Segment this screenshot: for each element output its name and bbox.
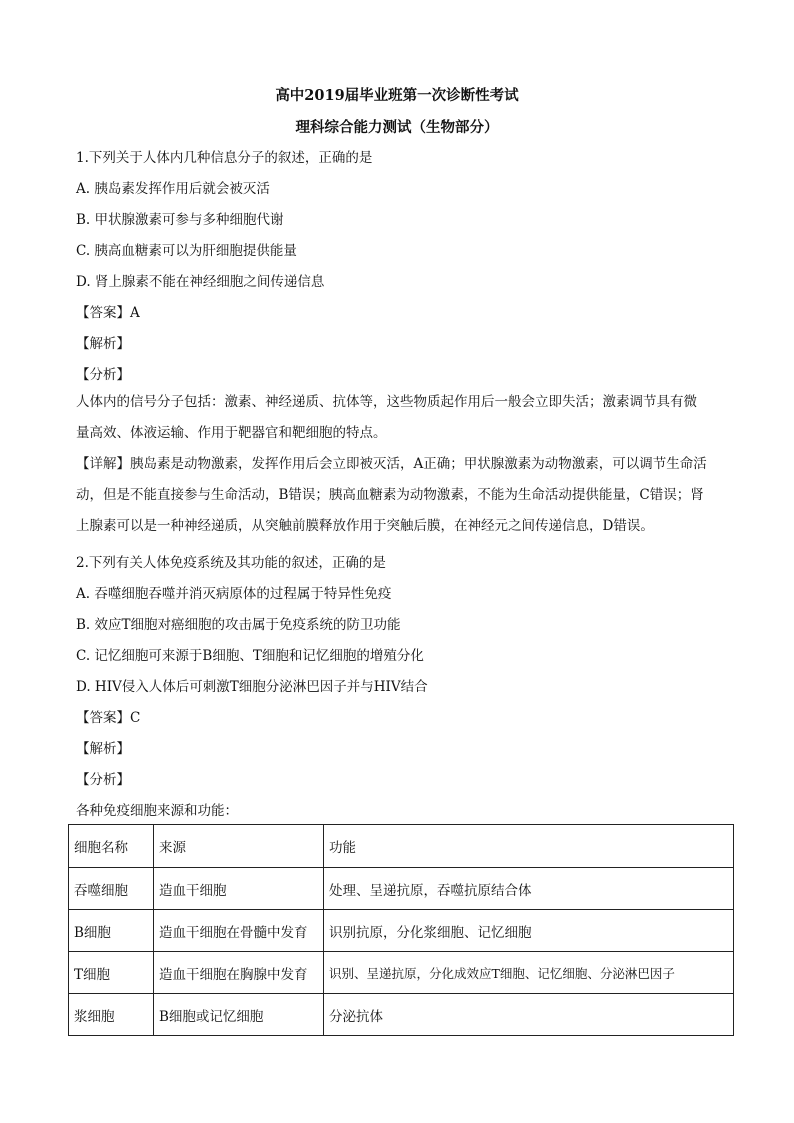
q1-option-d: D. 肾上腺素不能在神经细胞之间传递信息 xyxy=(76,274,325,290)
table-row xyxy=(69,952,734,994)
table-cell: 造血干细胞 xyxy=(154,868,324,910)
q1-option-c: C. 胰高血糖素可以为肝细胞提供能量 xyxy=(76,243,297,259)
q1-option-a: A. 胰岛素发挥作用后就会被灭活 xyxy=(76,181,270,197)
table-cell: 识别、呈递抗原，分化成效应T细胞、记忆细胞、分泌淋巴因子 xyxy=(324,952,734,994)
header-cell: 功能 xyxy=(324,825,734,868)
q2-option-b: B. 效应T细胞对癌细胞的攻击属于免疫系统的防卫功能 xyxy=(76,617,401,633)
table-row xyxy=(69,910,734,952)
table-cell: B细胞或记忆细胞 xyxy=(154,994,324,1036)
table-cell: 处理、呈递抗原，吞噬抗原结合体 xyxy=(324,868,734,910)
table-cell: 吞噬细胞 xyxy=(69,868,154,910)
table-intro: 各种免疫细胞来源和功能： xyxy=(76,803,238,819)
q1-analysis-label: 【解析】 xyxy=(76,336,130,352)
table-header-row xyxy=(69,825,734,868)
q1-detail-paragraph xyxy=(76,449,736,542)
table-cell: 造血干细胞在骨髓中发育 xyxy=(154,910,324,952)
table-cell: 分泌抗体 xyxy=(324,994,734,1036)
q1-fenxi-line: 量高效、体液运输、作用于靶器官和靶细胞的特点。 xyxy=(76,425,387,441)
q1-detail-line: 【详解】胰岛素是动物激素，发挥作用后会立即被灭活，A正确；甲状腺激素为动物激素，可以调节生命活 xyxy=(76,456,707,472)
q1-fenxi-label: 【分析】 xyxy=(76,367,130,383)
header-cell: 来源 xyxy=(154,825,324,868)
q1-fenxi-line: 人体内的信号分子包括：激素、神经递质、抗体等，这些物质起作用后一般会立即失活；激素调节具有微 xyxy=(76,394,697,410)
q1-detail-line: 动，但是不能直接参与生命活动，B错误；胰高血糖素为动物激素，不能为生命活动提供能量，C错误；肾 xyxy=(76,487,704,503)
q2-analysis-label: 【解析】 xyxy=(76,741,130,757)
q1-option-b: B. 甲状腺激素可参与多种细胞代谢 xyxy=(76,212,284,228)
page-title: 高中2019届毕业班第一次诊断性考试 xyxy=(275,87,519,104)
table-cell: B细胞 xyxy=(69,910,154,952)
q1-detail-line: 上腺素可以是一种神经递质，从突触前膜释放作用于突触后膜，在神经元之间传递信息，D错误。 xyxy=(76,518,654,534)
question-2-stem: 2.下列有关人体免疫系统及其功能的叙述，正确的是 xyxy=(76,555,386,571)
table-cell: 造血干细胞在胸腺中发育 xyxy=(154,952,324,994)
table-cell: T细胞 xyxy=(69,952,154,994)
table-cell: 识别抗原，分化浆细胞、记忆细胞 xyxy=(324,910,734,952)
question-1-stem: 1.下列关于人体内几种信息分子的叙述，正确的是 xyxy=(76,150,373,166)
q2-option-c: C. 记忆细胞可来源于B细胞、T细胞和记忆细胞的增殖分化 xyxy=(76,648,424,664)
table-cell: 浆细胞 xyxy=(69,994,154,1036)
table-row xyxy=(69,868,734,910)
q1-answer: 【答案】A xyxy=(76,305,140,321)
page-subtitle: 理科综合能力测试（生物部分） xyxy=(295,119,499,136)
table-row xyxy=(69,994,734,1036)
q2-option-a: A. 吞噬细胞吞噬并消灭病原体的过程属于特异性免疫 xyxy=(76,586,392,602)
header-cell: 细胞名称 xyxy=(69,825,154,868)
q2-option-d: D. HIV侵入人体后可刺激T细胞分泌淋巴因子并与HIV结合 xyxy=(76,679,428,695)
q2-fenxi-label: 【分析】 xyxy=(76,772,130,788)
q1-fenxi-paragraph xyxy=(76,387,736,449)
immune-cells-table xyxy=(68,824,734,1036)
q2-answer: 【答案】C xyxy=(76,710,141,726)
